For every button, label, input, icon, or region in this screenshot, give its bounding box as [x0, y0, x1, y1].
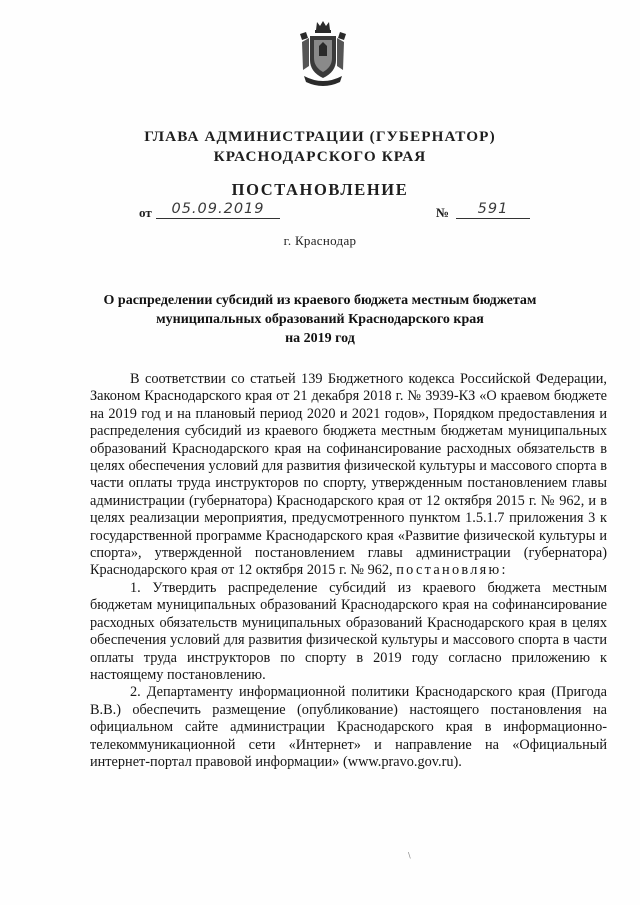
decree-title [60, 291, 580, 348]
resolution-word: постановляю: [396, 562, 508, 579]
issuer-title-line1: ГЛАВА АДМИНИСТРАЦИИ (ГУБЕРНАТОР) [144, 128, 496, 145]
clause-1: 1. Утвердить распределение субсидий из краевого бюджета местным бюджетам муниципальных образований Краснодарского края на софинансирование расходных обязательств муниципальных образований Краснодарского края в целях обеспечения условий для развития физической культуры и массового спорта в части оплаты труда инструкторов по спорту в 2019 году согласно приложению к настоящему постановлению. [90, 579, 607, 683]
number-field: 591 [456, 201, 530, 219]
date-label: от [139, 205, 152, 220]
number-label: № [436, 205, 450, 220]
issuer-title-line2: КРАСНОДАРСКОГО КРАЯ [213, 148, 427, 165]
preamble-text: В соответствии со статьей 139 Бюджетного кодекса Российской Федерации, Законом Краснодарского края от 21 декабря 2018 г. № 3939-КЗ «О краевом бюджете на 2019 год и на плановый период 2020 и 2021 годов», Порядком предоставления и распределения субсидий из краевого бюджета местным бюджетам муниципальных образований Краснодарского края на софинансирование расходных обязательств в целях обеспечения условий для развития физической культуры и массового спорта в части оплаты труда инструкторов по спорту, утвержденным постановлением главы администрации (губернатора) Краснодарского края от 12 октября 2015 г. № 962, и в целях реализации мероприятия, предусмотренного пунктом 1.5.1.7 приложения 3 к государственной программе Краснодарского края «Развитие физической культуры и спорта», утвержденной постановлением главы администрации (губернатора) Краснодарского края от 12 октября 2015 г. № 962, [90, 371, 607, 579]
coat-of-arms-emblem [300, 20, 346, 88]
date-field: 05.09.2019 [156, 201, 280, 219]
scan-mark: \ [408, 851, 411, 860]
preamble-paragraph [90, 371, 607, 580]
decree-body [90, 371, 607, 771]
city-name: г. Краснодар [283, 233, 357, 248]
document-type: ПОСТАНОВЛЕНИЕ [231, 180, 409, 199]
clause-2: 2. Департаменту информационной политики Краснодарского края (Пригода В.В.) обеспечить размещение (опубликование) настоящего постановления на официальном сайте администрации Краснодарского края в информационно-телекоммуникационной сети «Интернет» и направление на «Официальный интернет-портал правовой информации» (www.pravo.gov.ru). [90, 684, 607, 770]
decree-title-line2: муниципальных образований Краснодарского края [156, 312, 484, 327]
decree-title-line3: на 2019 год [285, 331, 355, 346]
decree-title-line1: О распределении субсидий из краевого бюджета местным бюджетам [103, 293, 537, 308]
